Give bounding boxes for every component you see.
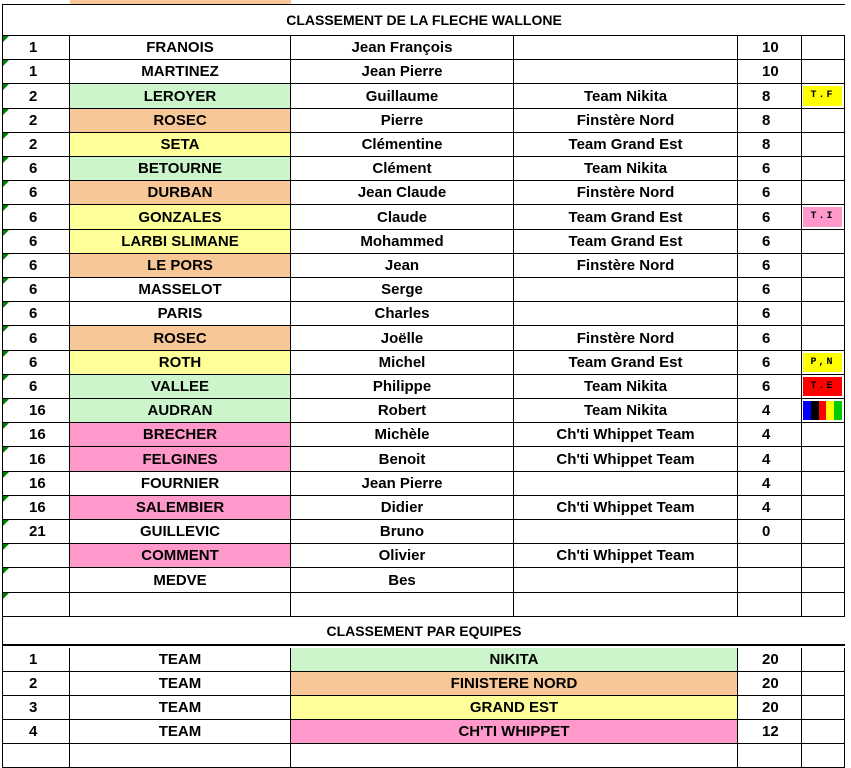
team-label-cell[interactable] xyxy=(70,744,291,768)
cell-comment-tick xyxy=(3,326,9,332)
cell-comment-tick xyxy=(3,472,9,478)
points-cell[interactable]: 6 xyxy=(738,326,802,351)
mark-badge: T.E xyxy=(803,377,842,396)
rank-cell[interactable]: 6 xyxy=(3,205,70,230)
team-cell[interactable] xyxy=(514,520,738,544)
cell-comment-tick xyxy=(3,520,9,526)
points-cell[interactable]: 4 xyxy=(738,472,802,496)
mark-cell[interactable] xyxy=(802,423,845,447)
name-cell[interactable]: ROSEC xyxy=(70,109,291,133)
team-cell[interactable]: Team Grand Est xyxy=(514,230,738,254)
name-cell[interactable]: FOURNIER xyxy=(70,472,291,496)
mark-cell[interactable] xyxy=(802,302,845,326)
team-name-cell[interactable]: NIKITA xyxy=(291,648,738,672)
team-label-cell[interactable]: TEAM xyxy=(70,672,291,696)
points-cell[interactable]: 6 xyxy=(738,375,802,399)
mark-cell[interactable] xyxy=(802,278,845,302)
name-cell[interactable]: ROTH xyxy=(70,351,291,375)
team-cell[interactable] xyxy=(514,568,738,593)
mark-cell[interactable] xyxy=(802,326,845,351)
cell-comment-tick xyxy=(3,278,9,284)
name-cell[interactable]: SETA xyxy=(70,133,291,157)
name-cell[interactable]: LEROYER xyxy=(70,84,291,109)
team-points-cell[interactable]: 20 xyxy=(738,648,802,672)
points-cell[interactable] xyxy=(738,568,802,593)
team-rank-cell[interactable]: 3 xyxy=(3,696,70,720)
mark-cell[interactable] xyxy=(802,351,845,375)
cell-comment-tick xyxy=(3,399,9,405)
name-cell[interactable]: FRANOIS xyxy=(70,36,291,60)
cell-comment-tick xyxy=(3,593,9,599)
rank-cell[interactable]: 21 xyxy=(3,520,70,544)
mark-cell[interactable] xyxy=(802,181,845,205)
rank-cell[interactable]: 6 xyxy=(3,181,70,205)
cell-comment-tick xyxy=(3,496,9,502)
firstname-cell[interactable]: Guillaume xyxy=(291,84,514,109)
name-cell[interactable]: BRECHER xyxy=(70,423,291,447)
team-label-cell[interactable]: TEAM xyxy=(70,648,291,672)
cell-comment-tick xyxy=(3,181,9,187)
name-cell[interactable]: DURBAN xyxy=(70,181,291,205)
team-ranking-title: CLASSEMENT PAR EQUIPES xyxy=(3,617,845,646)
mark-cell[interactable] xyxy=(802,205,845,230)
rank-cell[interactable]: 6 xyxy=(3,326,70,351)
rank-cell[interactable] xyxy=(3,568,70,593)
firstname-cell[interactable]: Michel xyxy=(291,351,514,375)
name-cell[interactable]: ROSEC xyxy=(70,326,291,351)
points-cell[interactable]: 0 xyxy=(738,520,802,544)
firstname-cell[interactable]: Pierre xyxy=(291,109,514,133)
mark-cell[interactable] xyxy=(802,254,845,278)
mark-cell[interactable] xyxy=(802,36,845,60)
firstname-cell[interactable]: Benoit xyxy=(291,447,514,472)
team-points-cell[interactable]: 12 xyxy=(738,720,802,744)
name-cell[interactable] xyxy=(70,593,291,617)
mark-cell[interactable] xyxy=(802,544,845,568)
name-cell[interactable]: SALEMBIER xyxy=(70,496,291,520)
team-cell[interactable]: Finstère Nord xyxy=(514,181,738,205)
firstname-cell[interactable]: Serge xyxy=(291,278,514,302)
cell-comment-tick xyxy=(3,302,9,308)
firstname-cell[interactable]: Jean François xyxy=(291,36,514,60)
firstname-cell[interactable]: Jean xyxy=(291,254,514,278)
rank-cell[interactable]: 16 xyxy=(3,399,70,423)
team-points-cell[interactable]: 20 xyxy=(738,672,802,696)
team-mark-cell[interactable] xyxy=(802,648,845,672)
rank-cell[interactable]: 16 xyxy=(3,423,70,447)
rank-cell[interactable]: 6 xyxy=(3,278,70,302)
firstname-cell[interactable]: Didier xyxy=(291,496,514,520)
team-label-cell[interactable]: TEAM xyxy=(70,696,291,720)
mark-cell[interactable] xyxy=(802,109,845,133)
team-cell[interactable]: Team Nikita xyxy=(514,84,738,109)
cell-comment-tick xyxy=(3,447,9,453)
cell-comment-tick xyxy=(3,36,9,42)
mark-cell[interactable] xyxy=(802,568,845,593)
team-cell[interactable]: Team Nikita xyxy=(514,157,738,181)
name-cell[interactable]: MASSELOT xyxy=(70,278,291,302)
points-cell[interactable]: 4 xyxy=(738,399,802,423)
cell-comment-tick xyxy=(3,544,9,550)
rank-cell[interactable]: 6 xyxy=(3,254,70,278)
cell-comment-tick xyxy=(3,254,9,260)
team-cell[interactable]: Team Grand Est xyxy=(514,205,738,230)
firstname-cell[interactable]: Olivier xyxy=(291,544,514,568)
rank-cell[interactable]: 6 xyxy=(3,230,70,254)
mark-cell[interactable] xyxy=(802,447,845,472)
mark-badge: T.F xyxy=(803,86,842,106)
team-cell[interactable]: Finstère Nord xyxy=(514,254,738,278)
mark-cell[interactable] xyxy=(802,593,845,617)
team-name-cell[interactable]: FINISTERE NORD xyxy=(291,672,738,696)
rank-cell[interactable]: 6 xyxy=(3,302,70,326)
team-cell[interactable]: Team Nikita xyxy=(514,375,738,399)
name-cell[interactable]: MEDVE xyxy=(70,568,291,593)
firstname-cell[interactable]: Jean Pierre xyxy=(291,60,514,84)
firstname-cell[interactable]: Charles xyxy=(291,302,514,326)
name-cell[interactable]: LE PORS xyxy=(70,254,291,278)
name-cell[interactable]: GONZALES xyxy=(70,205,291,230)
name-cell[interactable]: VALLEE xyxy=(70,375,291,399)
rank-cell[interactable]: 1 xyxy=(3,36,70,60)
rank-cell[interactable]: 16 xyxy=(3,447,70,472)
team-rank-cell[interactable] xyxy=(3,744,70,768)
team-rank-cell[interactable]: 4 xyxy=(3,720,70,744)
rank-cell[interactable]: 2 xyxy=(3,84,70,109)
name-cell[interactable]: FELGINES xyxy=(70,447,291,472)
cell-comment-tick xyxy=(3,375,9,381)
firstname-cell[interactable]: Claude xyxy=(291,205,514,230)
grid-left-border xyxy=(2,4,3,768)
firstname-cell[interactable]: Robert xyxy=(291,399,514,423)
team-cell[interactable]: Team Grand Est xyxy=(514,133,738,157)
mark-badge: P,N xyxy=(803,353,842,372)
points-cell[interactable]: 6 xyxy=(738,157,802,181)
firstname-cell[interactable] xyxy=(291,593,514,617)
team-cell[interactable]: Ch'ti Whippet Team xyxy=(514,423,738,447)
cell-comment-tick xyxy=(3,351,9,357)
rank-cell[interactable]: 6 xyxy=(3,157,70,181)
team-cell[interactable]: Team Grand Est xyxy=(514,351,738,375)
mark-cell[interactable] xyxy=(802,375,845,399)
team-mark-cell[interactable] xyxy=(802,672,845,696)
name-cell[interactable]: LARBI SLIMANE xyxy=(70,230,291,254)
name-cell[interactable]: BETOURNE xyxy=(70,157,291,181)
team-cell[interactable] xyxy=(514,593,738,617)
team-cell[interactable]: Finstère Nord xyxy=(514,326,738,351)
firstname-cell[interactable]: Jean Pierre xyxy=(291,472,514,496)
team-points-cell[interactable]: 20 xyxy=(738,696,802,720)
mark-cell[interactable] xyxy=(802,60,845,84)
name-cell[interactable]: MARTINEZ xyxy=(70,60,291,84)
name-cell[interactable]: AUDRAN xyxy=(70,399,291,423)
points-cell[interactable]: 6 xyxy=(738,181,802,205)
team-mark-cell[interactable] xyxy=(802,720,845,744)
points-cell[interactable]: 4 xyxy=(738,496,802,520)
points-cell[interactable]: 6 xyxy=(738,254,802,278)
firstname-cell[interactable]: Mohammed xyxy=(291,230,514,254)
mark-cell[interactable] xyxy=(802,472,845,496)
team-mark-cell[interactable] xyxy=(802,696,845,720)
cell-comment-tick xyxy=(3,60,9,66)
firstname-cell[interactable]: Clément xyxy=(291,157,514,181)
cell-comment-tick xyxy=(3,230,9,236)
rank-cell[interactable]: 2 xyxy=(3,109,70,133)
team-mark-cell[interactable] xyxy=(802,744,845,768)
firstname-cell[interactable]: Jean Claude xyxy=(291,181,514,205)
firstname-cell[interactable]: Clémentine xyxy=(291,133,514,157)
cell-comment-tick xyxy=(3,157,9,163)
mark-cell[interactable] xyxy=(802,496,845,520)
mark-cell[interactable] xyxy=(802,399,845,423)
team-cell[interactable]: Finstère Nord xyxy=(514,109,738,133)
cell-comment-tick xyxy=(3,133,9,139)
points-cell[interactable]: 10 xyxy=(738,36,802,60)
team-cell[interactable] xyxy=(514,302,738,326)
flag-icon xyxy=(803,401,842,420)
rank-cell[interactable]: 16 xyxy=(3,472,70,496)
points-cell[interactable]: 4 xyxy=(738,447,802,472)
points-cell[interactable]: 6 xyxy=(738,351,802,375)
team-label-cell[interactable]: TEAM xyxy=(70,720,291,744)
cell-comment-tick xyxy=(3,568,9,574)
rank-cell[interactable]: 16 xyxy=(3,496,70,520)
team-cell[interactable] xyxy=(514,36,738,60)
cell-comment-tick xyxy=(3,109,9,115)
team-cell[interactable] xyxy=(514,278,738,302)
points-cell[interactable]: 6 xyxy=(738,278,802,302)
rank-cell[interactable]: 2 xyxy=(3,133,70,157)
mark-cell[interactable] xyxy=(802,133,845,157)
team-cell[interactable]: Team Nikita xyxy=(514,399,738,423)
firstname-cell[interactable]: Philippe xyxy=(291,375,514,399)
points-cell[interactable]: 8 xyxy=(738,109,802,133)
rank-cell[interactable] xyxy=(3,544,70,568)
rank-cell[interactable]: 6 xyxy=(3,375,70,399)
cell-comment-tick xyxy=(3,84,9,90)
mark-cell[interactable] xyxy=(802,84,845,109)
mark-cell[interactable] xyxy=(802,520,845,544)
points-cell[interactable]: 8 xyxy=(738,133,802,157)
mark-cell[interactable] xyxy=(802,230,845,254)
cell-comment-tick xyxy=(3,205,9,211)
team-cell[interactable] xyxy=(514,472,738,496)
points-cell[interactable] xyxy=(738,544,802,568)
points-cell[interactable] xyxy=(738,593,802,617)
name-cell[interactable]: GUILLEVIC xyxy=(70,520,291,544)
team-name-cell[interactable] xyxy=(291,744,738,768)
rank-cell[interactable]: 1 xyxy=(3,60,70,84)
team-points-cell[interactable] xyxy=(738,744,802,768)
firstname-cell[interactable]: Bruno xyxy=(291,520,514,544)
team-cell[interactable]: Ch'ti Whippet Team xyxy=(514,496,738,520)
points-cell[interactable]: 4 xyxy=(738,423,802,447)
rank-cell[interactable]: 6 xyxy=(3,351,70,375)
points-cell[interactable]: 10 xyxy=(738,60,802,84)
team-name-cell[interactable]: GRAND EST xyxy=(291,696,738,720)
ranking-title: CLASSEMENT DE LA FLECHE WALLONE xyxy=(3,4,845,36)
team-rank-cell[interactable]: 1 xyxy=(3,648,70,672)
team-cell[interactable]: Ch'ti Whippet Team xyxy=(514,544,738,568)
team-rank-cell[interactable]: 2 xyxy=(3,672,70,696)
points-cell[interactable]: 6 xyxy=(738,205,802,230)
mark-cell[interactable] xyxy=(802,157,845,181)
team-cell[interactable]: Ch'ti Whippet Team xyxy=(514,447,738,472)
firstname-cell[interactable]: Bes xyxy=(291,568,514,593)
points-cell[interactable]: 6 xyxy=(738,302,802,326)
name-cell[interactable]: PARIS xyxy=(70,302,291,326)
points-cell[interactable]: 8 xyxy=(738,84,802,109)
team-cell[interactable] xyxy=(514,60,738,84)
team-name-cell[interactable]: CH'TI WHIPPET xyxy=(291,720,738,744)
firstname-cell[interactable]: Michèle xyxy=(291,423,514,447)
firstname-cell[interactable]: Joëlle xyxy=(291,326,514,351)
cell-comment-tick xyxy=(3,423,9,429)
mark-badge: T.I xyxy=(803,207,842,227)
name-cell[interactable]: COMMENT xyxy=(70,544,291,568)
rank-cell[interactable] xyxy=(3,593,70,617)
points-cell[interactable]: 6 xyxy=(738,230,802,254)
